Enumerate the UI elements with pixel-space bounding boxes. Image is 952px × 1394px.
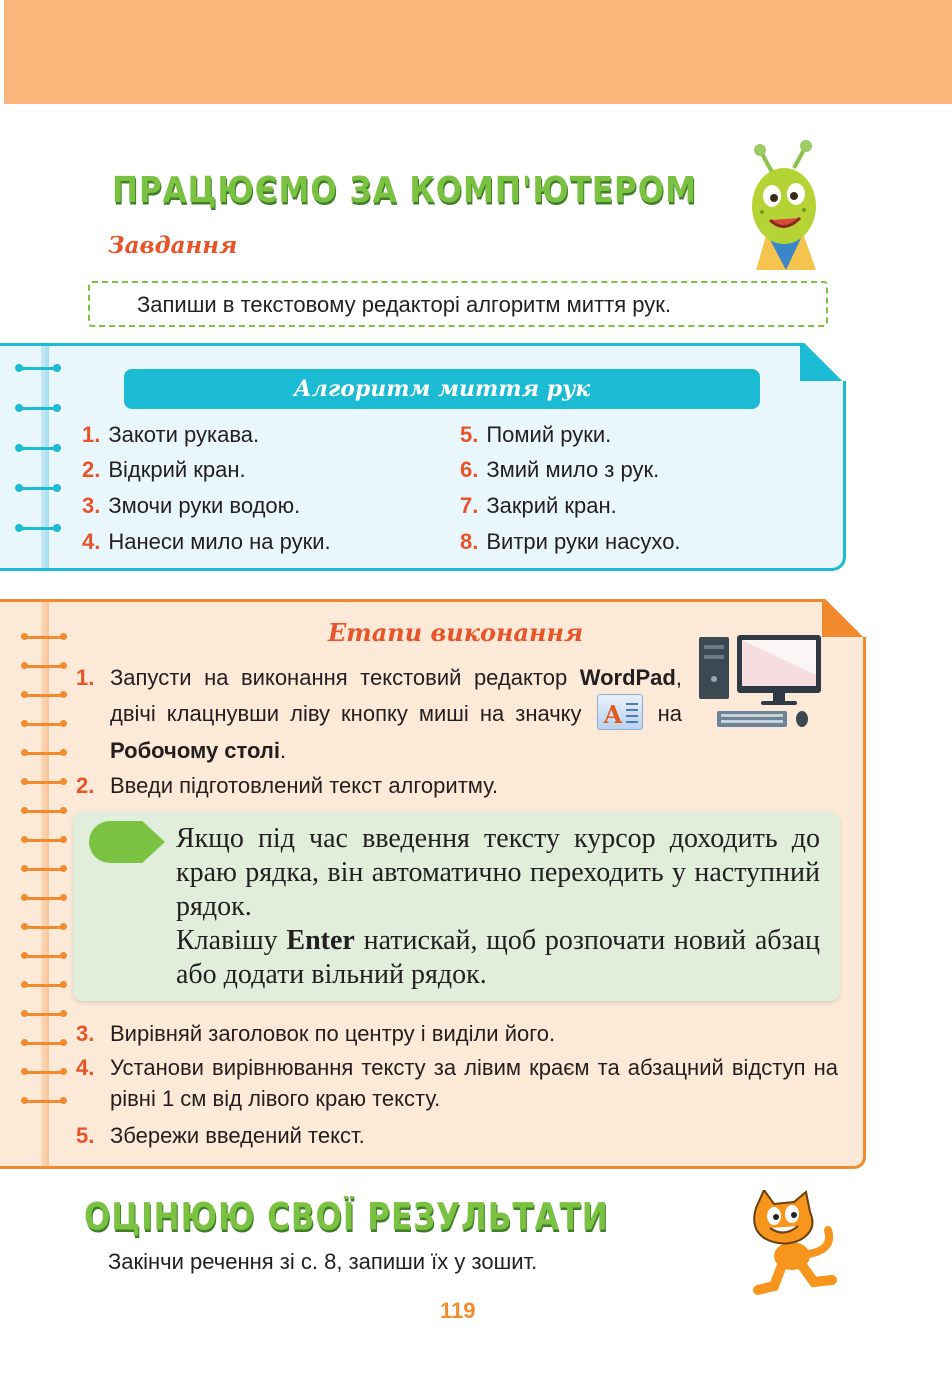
- section-title-evaluation: ОЦІНЮЮ СВОЇ РЕЗУЛЬТАТИ: [84, 1196, 609, 1240]
- notebook-ring: [24, 1042, 64, 1045]
- stage-step-2: 2. Введи підготовлений текст алгоритму.: [76, 773, 499, 798]
- notebook-ring: [24, 984, 64, 987]
- algorithm-step: 5. Помий руки.: [460, 422, 612, 447]
- algorithm-step: 6. Змий мило з рук.: [460, 457, 660, 482]
- stage-step-4: 4. Установи вирівнювання тексту за лівим краєм та абзацний відступ на рівні 1 см від лівого краю тексту.: [76, 1055, 838, 1111]
- note-text: [176, 822, 820, 992]
- notebook-ring: [24, 955, 64, 958]
- notebook-ring: [18, 447, 58, 450]
- notebook-ring: [24, 839, 64, 842]
- notebook-ring: [24, 926, 64, 929]
- algorithm-step: 7. Закрий кран.: [460, 493, 617, 518]
- stages-card-fold: [822, 599, 866, 637]
- notebook-ring: [24, 781, 64, 784]
- notebook-ring: [24, 897, 64, 900]
- evaluation-text: Закінчи речення зі с. 8, запиши їх у зошит.: [108, 1249, 538, 1274]
- notebook-ring: [24, 1071, 64, 1074]
- computer-icon: [699, 635, 823, 731]
- note-paragraph-2: Клавішу Enter натискай, щоб розпочати новий абзац або додати вільний рядок.: [176, 925, 821, 990]
- algorithm-step: 3. Змочи руки водою.: [82, 493, 301, 518]
- page-number: 119: [440, 1298, 476, 1323]
- stages-title: Етапи виконання: [328, 618, 584, 647]
- algorithm-card-fold: [800, 343, 846, 381]
- note-paragraph-1: Якщо під час введення тексту курсор доходить до краю рядка, він автоматично переходить у наступний рядок.: [176, 823, 820, 922]
- wordpad-icon[interactable]: A: [597, 694, 643, 730]
- stage-step-1: 1. Запусти на виконання текстовий редактор WordPad, двічі клацнувши ліву кнопку миші на значку A на Робочому столі.: [76, 665, 682, 764]
- scratch-cat-icon: [744, 1190, 840, 1296]
- algorithm-step: 2. Відкрий кран.: [82, 457, 246, 482]
- top-color-band: [4, 0, 952, 104]
- notebook-ring: [24, 636, 64, 639]
- notebook-ring: [24, 810, 64, 813]
- alien-mascot-icon: [742, 138, 828, 270]
- section-title-working: ПРАЦЮЄМО ЗА КОМП'ЮТЕРОМ: [112, 170, 697, 212]
- notebook-ring: [18, 527, 58, 530]
- notebook-spine: [41, 346, 49, 568]
- stage-step-5: 5. Збережи введений текст.: [76, 1123, 365, 1148]
- algorithm-step: 8. Витри руки насухо.: [460, 529, 681, 554]
- notebook-ring: [24, 723, 64, 726]
- notebook-ring: [24, 868, 64, 871]
- notebook-ring: [24, 1100, 64, 1103]
- notebook-ring: [24, 1013, 64, 1016]
- notebook-spine: [41, 602, 49, 1166]
- task-text: Запиши в текстовому редакторі алгоритм миття рук.: [137, 292, 671, 317]
- algorithm-step: 4. Нанеси мило на руки.: [82, 529, 331, 554]
- notebook-ring: [18, 407, 58, 410]
- algorithm-title: Алгоритм миття рук: [124, 369, 760, 409]
- stage-step-3: 3. Вирівняй заголовок по центру і виділи його.: [76, 1021, 556, 1046]
- notebook-ring: [24, 694, 64, 697]
- algorithm-step: 1. Закоти рукава.: [82, 422, 260, 447]
- notebook-ring: [18, 367, 58, 370]
- notebook-ring: [18, 487, 58, 490]
- notebook-ring: [24, 665, 64, 668]
- task-label: Завдання: [108, 232, 238, 259]
- notebook-ring: [24, 752, 64, 755]
